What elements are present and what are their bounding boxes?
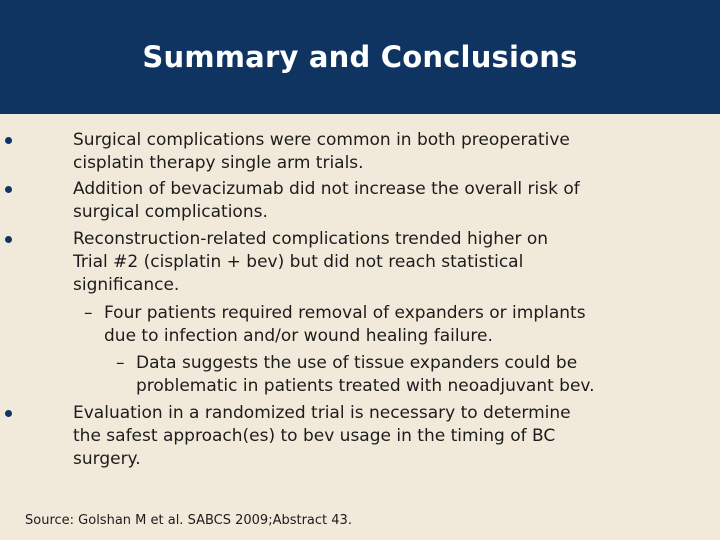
bullet-4-line-2: the safest approach(es) to bev usage in the timing of BC <box>73 426 556 446</box>
sub-bullet-line-1: Four patients required removal of expanders or implants <box>104 303 586 323</box>
bullet-2-line-1: Addition of bevacizumab did not increase the overall risk of <box>73 179 580 199</box>
source-citation: Source: Golshan M et al. SABCS 2009;Abstract 43. <box>25 513 352 528</box>
bullet-icon <box>5 236 12 243</box>
bullet-3-line-2: Trial #2 (cisplatin + bev) but did not reach statistical <box>73 252 524 272</box>
bullet-icon <box>5 410 12 417</box>
bullet-icon <box>5 186 12 193</box>
bullet-4-line-1: Evaluation in a randomized trial is necessary to determine <box>73 403 571 423</box>
sub-sub-bullet-dash: – <box>116 353 125 373</box>
bullet-3-line-1: Reconstruction-related complications trended higher on <box>73 229 549 249</box>
bullet-1-line-2: cisplatin therapy single arm trials. <box>73 153 364 173</box>
bullet-4-line-3: surgery. <box>73 449 141 469</box>
bullet-3-line-3: significance. <box>73 275 180 295</box>
sub-sub-bullet-line-1: Data suggests the use of tissue expanders could be <box>136 353 578 373</box>
bullet-icon <box>5 137 12 144</box>
sub-sub-bullet-line-2: problematic in patients treated with neoadjuvant bev. <box>136 376 595 396</box>
slide-title: Summary and Conclusions <box>142 40 578 74</box>
sub-bullet-dash: – <box>84 303 93 323</box>
bullet-1-line-1: Surgical complications were common in both preoperative <box>73 130 570 150</box>
sub-bullet-line-2: due to infection and/or wound healing failure. <box>104 326 493 346</box>
bullet-2-line-2: surgical complications. <box>73 202 268 222</box>
